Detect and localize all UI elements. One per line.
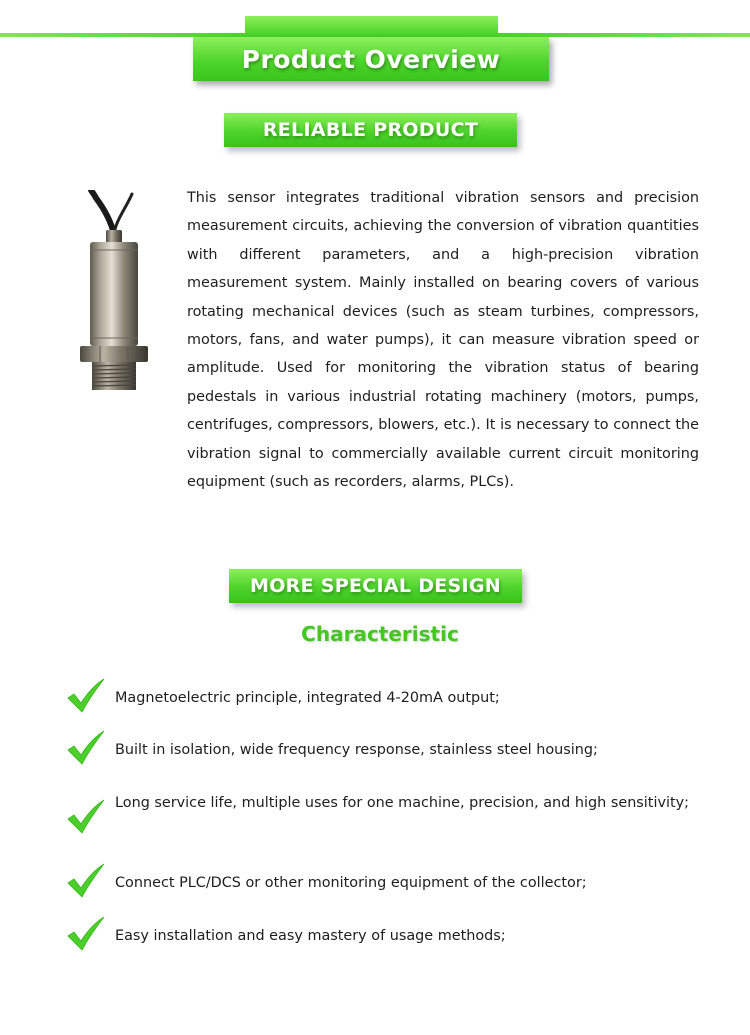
section-label-reliable [224,113,517,147]
section-label-text: MORE SPECIAL DESIGN [249,575,501,597]
section-label-design [229,569,522,603]
checkmark-icon [66,916,106,952]
vibration-sensor-image [70,190,160,400]
checkmark-icon [66,730,106,766]
overview-banner [193,37,549,81]
top-tab-decoration [245,16,498,36]
feature-text: Magnetoelectric principle, integrated 4-20mA output; [115,690,500,706]
list-item [66,869,706,899]
checkmark-icon [66,863,106,899]
feature-text: Long service life, multiple uses for one machine, precision, and high sensitivity; [115,795,689,811]
list-item [66,922,706,952]
list-item [66,684,706,714]
feature-text: Built in isolation, wide frequency response, stainless steel housing; [115,742,598,758]
feature-text: Easy installation and easy mastery of usage methods; [115,928,506,944]
section-label-text: RELIABLE PRODUCT [262,119,479,141]
feature-text: Connect PLC/DCS or other monitoring equipment of the collector; [115,875,587,891]
page-title: Product Overview [241,44,501,74]
checkmark-icon [66,799,106,835]
list-item [66,789,706,835]
product-description: This sensor integrates traditional vibration sensors and precision measurement circuits, achieving the conversion of vibration quantities with different parameters, and a high-precision vibration measurement system. Mainly installed on bearing covers of various rotating mechanical devices (such as steam turbines, compressors, motors, fans, and water pumps), it can measure vibration speed or amplitude. Used for monitoring the vibration status of bearing pedestals in various industrial rotating machinery (motors, pumps, centrifuges, compressors, blowers, etc.). It is necessary to connect the vibration signal to commercially available current circuit monitoring equipment (such as recorders, alarms, PLCs). [187,190,699,491]
checkmark-icon [66,678,106,714]
list-item [66,736,706,766]
section-subtitle: Characteristic [301,622,459,646]
